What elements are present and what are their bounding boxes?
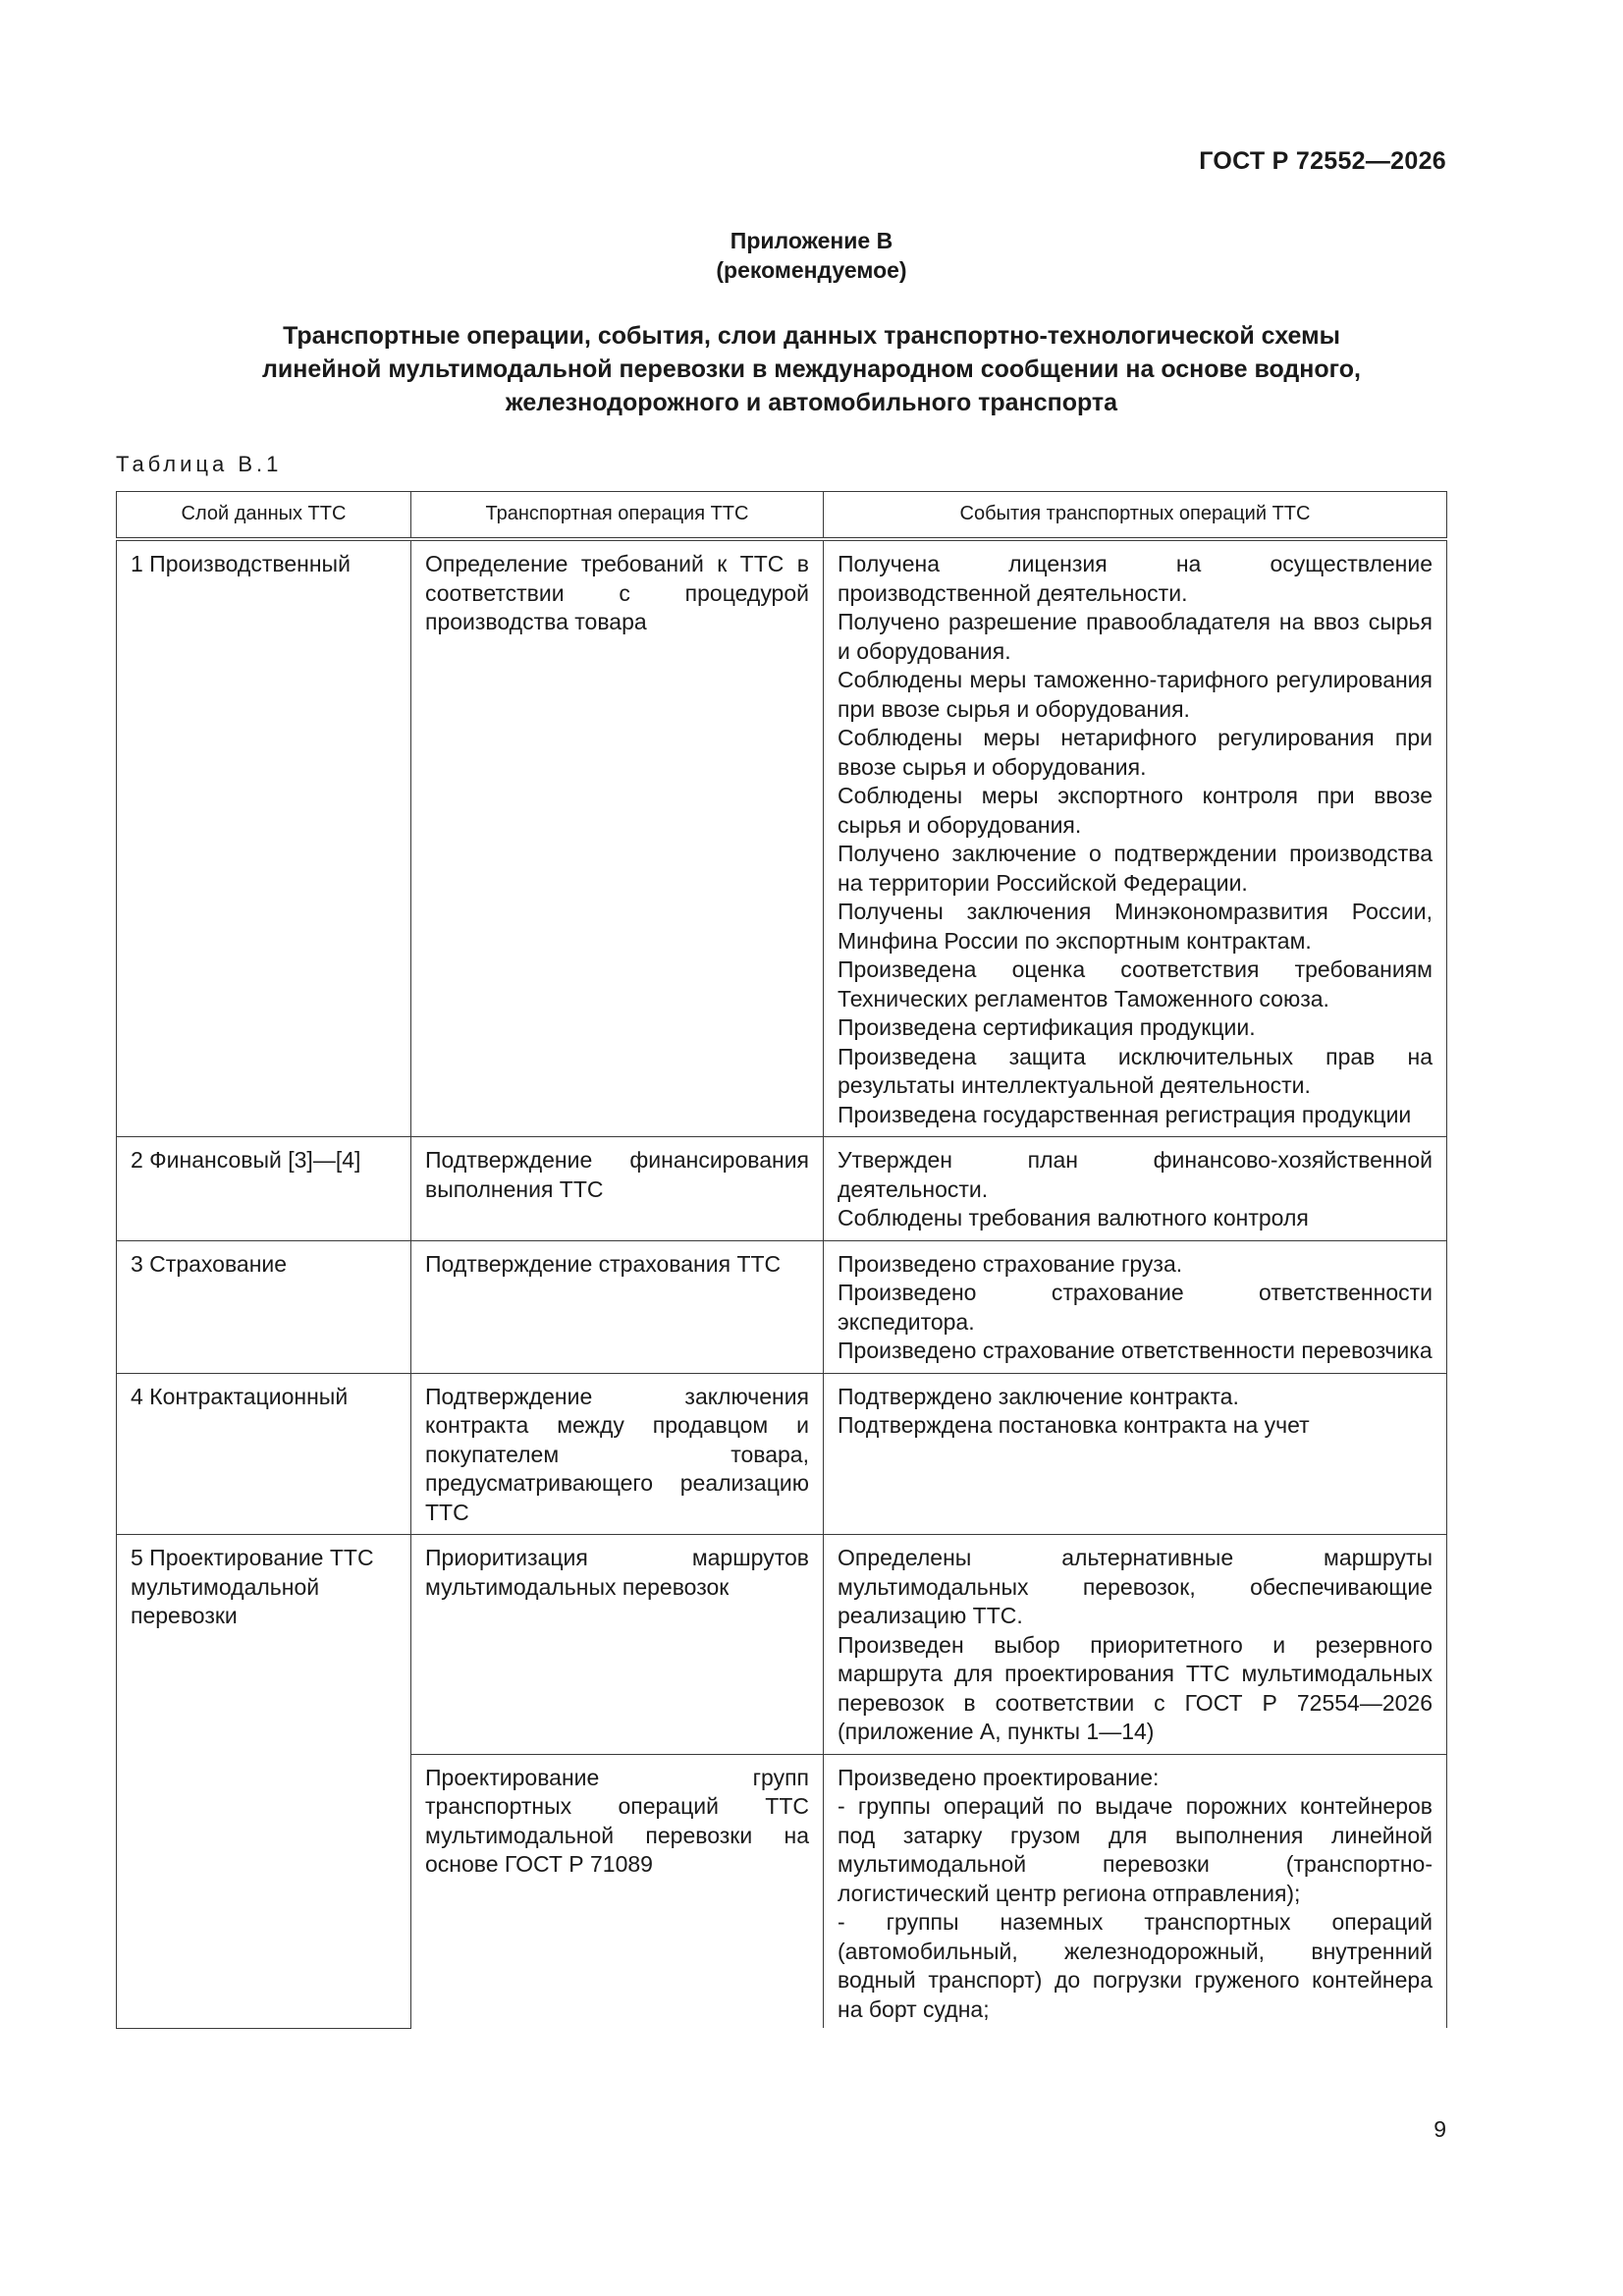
events-cell	[824, 1535, 1447, 1755]
layer-cell: 1 Производственный	[117, 539, 411, 1137]
events-cell	[824, 1240, 1447, 1373]
table-row	[117, 539, 1447, 1137]
column-header-operation: Транспортная операция ТТС	[411, 492, 824, 540]
layer-cell: 4 Контрактационный	[117, 1373, 411, 1535]
event-item: Определены альтернативные маршруты мультимодальных перевозок, обеспечивающие реализацию ТТС.	[838, 1545, 1433, 1628]
operation-cell: Приоритизация маршрутов мультимодальных перевозок	[411, 1535, 824, 1755]
event-item: Произведено страхование ответственности перевозчика	[838, 1338, 1433, 1363]
layer-cell: 5 Проектирование ТТС мультимодальной перевозки	[117, 1535, 411, 2029]
operation-cell: Подтверждение страхования ТТС	[411, 1240, 824, 1373]
event-item: Произведено страхование груза.	[838, 1250, 1183, 1277]
event-item: Соблюдены меры таможенно-тарифного регулирования при ввозе сырья и оборудования.	[838, 667, 1433, 722]
event-item: Произведено проектирование:	[838, 1764, 1160, 1790]
event-item: Соблюдены меры экспортного контроля при ввозе сырья и оборудования.	[838, 783, 1433, 838]
table-header-row	[117, 492, 1447, 540]
event-item: Произведена оценка соответствия требованиям Технических регламентов Таможенного союза.	[838, 957, 1433, 1011]
events-cell	[824, 1373, 1447, 1535]
heading-line: железнодорожного и автомобильного транспорта	[505, 389, 1118, 416]
annex-status: (рекомендуемое)	[716, 257, 907, 283]
operation-cell: Проектирование групп транспортных операций ТТС мультимодальной перевозки на основе ГОСТ Р 71089	[411, 1754, 824, 2028]
event-item: - группы операций по выдаче порожних контейнеров под затарку грузом для выполнения линейной мультимодальной перевозки (транспортно-логистический центр региона отправления);	[838, 1793, 1433, 1906]
operation-cell: Подтверждение финансирования выполнения ТТС	[411, 1137, 824, 1241]
event-item: Соблюдены требования валютного контроля	[838, 1205, 1309, 1230]
column-header-events: События транспортных операций ТТС	[824, 492, 1447, 540]
annex-heading	[0, 226, 1623, 285]
event-item: Соблюдены меры нетарифного регулирования при ввозе сырья и оборудования.	[838, 725, 1433, 780]
events-cell	[824, 1137, 1447, 1241]
event-item: Произведен выбор приоритетного и резервного маршрута для проектирования ТТС мультимодальных перевозок в соответствии с ГОСТ Р 72554—2026 (приложение А, пункты 1—14)	[838, 1631, 1433, 1744]
event-item: Подтверждено заключение контракта.	[838, 1383, 1239, 1409]
events-cell	[824, 1754, 1447, 2028]
annex-title: Приложение В	[730, 228, 893, 253]
event-item: Получены заключения Минэкономразвития России, Минфина России по экспортным контрактам.	[838, 899, 1433, 954]
event-item: Произведена сертификация продукции.	[838, 1014, 1256, 1040]
layer-cell: 2 Финансовый [3]—[4]	[117, 1137, 411, 1241]
annex-subject-heading	[147, 319, 1476, 419]
document-id: ГОСТ Р 72552—2026	[1199, 147, 1446, 175]
events-cell	[824, 539, 1447, 1137]
event-item: Произведено страхование ответственности экспедитора.	[838, 1280, 1433, 1335]
heading-line: линейной мультимодальной перевозки в международном сообщении на основе водного,	[262, 355, 1361, 383]
event-item: - группы наземных транспортных операций (автомобильный, железнодорожный, внутренний водный транспорт) до погрузки груженого контейнера на борт судна;	[838, 1909, 1433, 2022]
event-item: Получено разрешение правообладателя на ввоз сырья и оборудования.	[838, 609, 1433, 664]
table-row	[117, 1137, 1447, 1241]
event-item: Получена лицензия на осуществление производственной деятельности.	[838, 551, 1433, 606]
event-item: Получено заключение о подтверждении производства на территории Российской Федерации.	[838, 841, 1433, 896]
heading-line: Транспортные операции, события, слои данных транспортно-технологической схемы	[283, 322, 1340, 350]
data-table	[116, 491, 1447, 2029]
table-row	[117, 1535, 1447, 1755]
operation-cell: Подтверждение заключения контракта между продавцом и покупателем товара, предусматривающего реализацию ТТС	[411, 1373, 824, 1535]
event-item: Утвержден план финансово-хозяйственной деятельности.	[838, 1147, 1433, 1202]
event-item: Подтверждена постановка контракта на учет	[838, 1412, 1310, 1438]
table-row	[117, 1240, 1447, 1373]
operation-cell: Определение требований к ТТС в соответствии с процедурой производства товара	[411, 539, 824, 1137]
column-header-layer: Слой данных ТТС	[117, 492, 411, 540]
event-item: Произведена государственная регистрация продукции	[838, 1101, 1412, 1127]
page-number: 9	[1434, 2116, 1446, 2142]
layer-cell: 3 Страхование	[117, 1240, 411, 1373]
table-row	[117, 1373, 1447, 1535]
event-item: Произведена защита исключительных прав на результаты интеллектуальной деятельности.	[838, 1043, 1433, 1098]
table-label: Таблица В.1	[116, 452, 283, 476]
